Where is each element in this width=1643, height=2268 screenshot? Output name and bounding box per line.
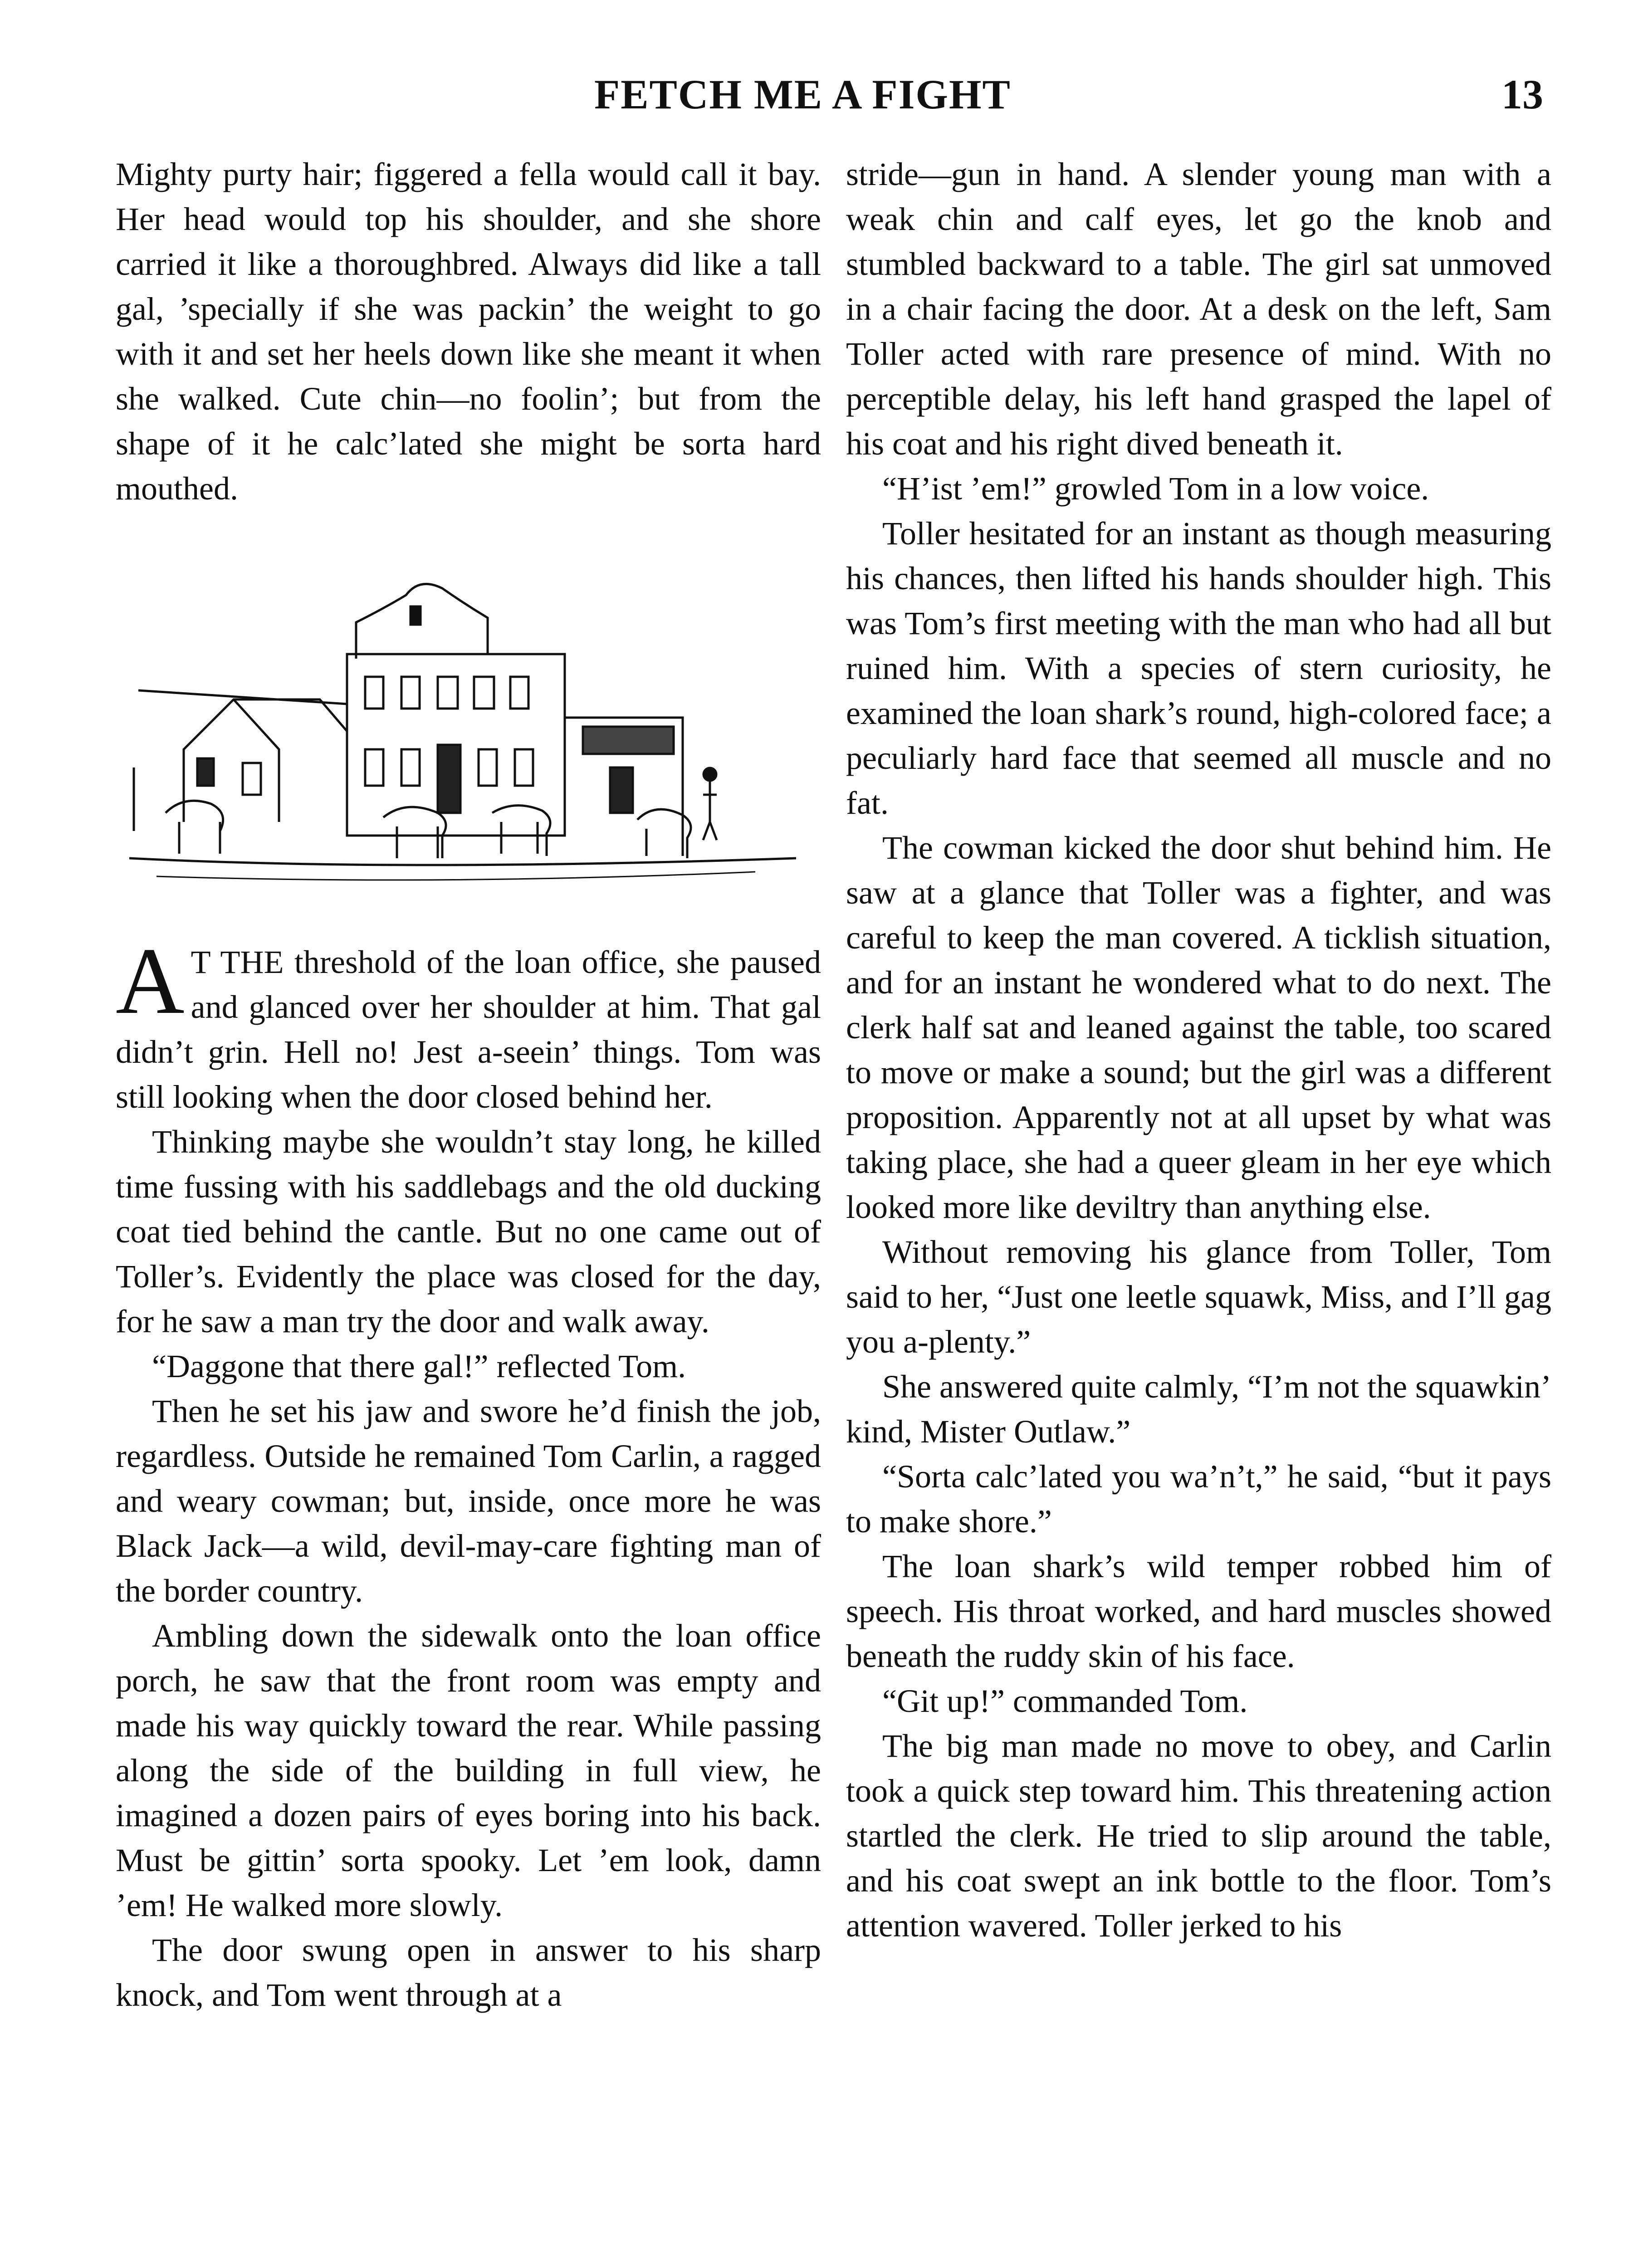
page-number-top: 13 xyxy=(1501,71,1543,117)
paragraph: Thinking maybe she wouldn’t stay long, he killed time fussing with his saddlebags and the old ducking coat tied behind the cantle. But no one came out of Toller’s. Evidently the place was closed for the day, for he saw a man try the door and walk away. xyxy=(116,1124,821,1339)
right-column xyxy=(846,152,1551,1948)
paragraph: Mighty purty hair; figgered a fella would call it bay. Her head would top his shoulder, and she shore carried it like a thoroughbred. Always did like a tall gal, ’specially if she was packin’ the weight to go with it and set her heels down like she meant it when she walked. Cute chin—no foolin’; but from the shape of it he calc’lated she might be sorta hard mouthed. xyxy=(116,156,821,507)
paragraph: She answered quite calmly, “I’m not the squawkin’ kind, Mister Outlaw.” xyxy=(846,1369,1551,1450)
paragraph: The loan shark’s wild temper robbed him of speech. His throat worked, and hard muscles showed beneath the ruddy skin of his face. xyxy=(846,1548,1551,1674)
paragraph: Toller hesitated for an instant as though measuring his chances, then lifted his hands shoulder high. This was Tom’s first meeting with the man who had all but ruined him. With a species of stern curiosity, he examined the loan shark’s round, high-colored face; a peculiarly hard face that seemed all muscle and no fat. xyxy=(846,515,1551,821)
page-header xyxy=(0,70,1643,125)
paragraph: “H’ist ’em!” growled Tom in a low voice. xyxy=(882,470,1429,507)
paragraph: The door swung open in answer to his sharp knock, and Tom went through at a xyxy=(116,1932,821,2013)
left-column xyxy=(116,152,821,2018)
drop-cap: A xyxy=(116,929,185,1034)
paragraph-text: T THE threshold of the loan office, she paused and glanced over her shoulder at him. That gal didn’t grin. Hell no! Jest a-seein’ things. Tom was still looking when the door closed behind her. xyxy=(116,944,821,1115)
town-illustration xyxy=(129,568,796,885)
paragraph: The big man made no move to obey, and Carlin took a quick step toward him. This threatening action startled the clerk. He tried to slip around the table, and his coat swept an ink bottle to the floor. Tom’s attention wavered. Toller jerked to his xyxy=(846,1728,1551,1944)
paragraph: Then he set his jaw and swore he’d finish the job, regardless. Outside he remained Tom Carlin, a ragged and weary cowman; but, inside, once more he was Black Jack—a wild, devil-may-care fighting man of the border country. xyxy=(116,1393,821,1609)
paragraph: The cowman kicked the door shut behind him. He saw at a glance that Toller was a fighter, and was careful to keep the man covered. A ticklish situation, and for an instant he wondered what to do next. The clerk half sat and leaned against the table, too scared to move or make a sound; but the girl was a different proposition. Apparently not at all upset by what was taking place, she had a queer gleam in her eye which looked more like deviltry than anything else. xyxy=(846,830,1551,1225)
paragraph: Ambling down the sidewalk onto the loan office porch, he saw that the front room was empty and made his way quickly toward the rear. While passing along the side of the building in full view, he imagined a dozen pairs of eyes boring into his back. Must be gittin’ sorta spooky. Let ’em look, damn ’em! He walked more slowly. xyxy=(116,1618,821,1923)
paragraph: “Sorta calc’lated you wa’n’t,” he said, “but it pays to make shore.” xyxy=(846,1458,1551,1540)
running-title: FETCH ME A FIGHT xyxy=(594,71,1011,117)
paragraph-with-dropcap xyxy=(116,929,821,1119)
paragraph: Without removing his glance from Toller, Tom said to her, “Just one leetle squawk, Miss, and I’ll gag you a-plenty.” xyxy=(846,1234,1551,1360)
paragraph: stride—gun in hand. A slender young man with a weak chin and calf eyes, let go the knob and stumbled backward to a table. The girl sat unmoved in a chair facing the door. At a desk on the left, Sam Toller acted with rare presence of mind. With no perceptible delay, his left hand grasped the lapel of his coat and his right dived beneath it. xyxy=(846,156,1551,462)
paragraph: “Daggone that there gal!” reflected Tom. xyxy=(152,1348,686,1384)
paragraph: “Git up!” commanded Tom. xyxy=(882,1683,1248,1719)
